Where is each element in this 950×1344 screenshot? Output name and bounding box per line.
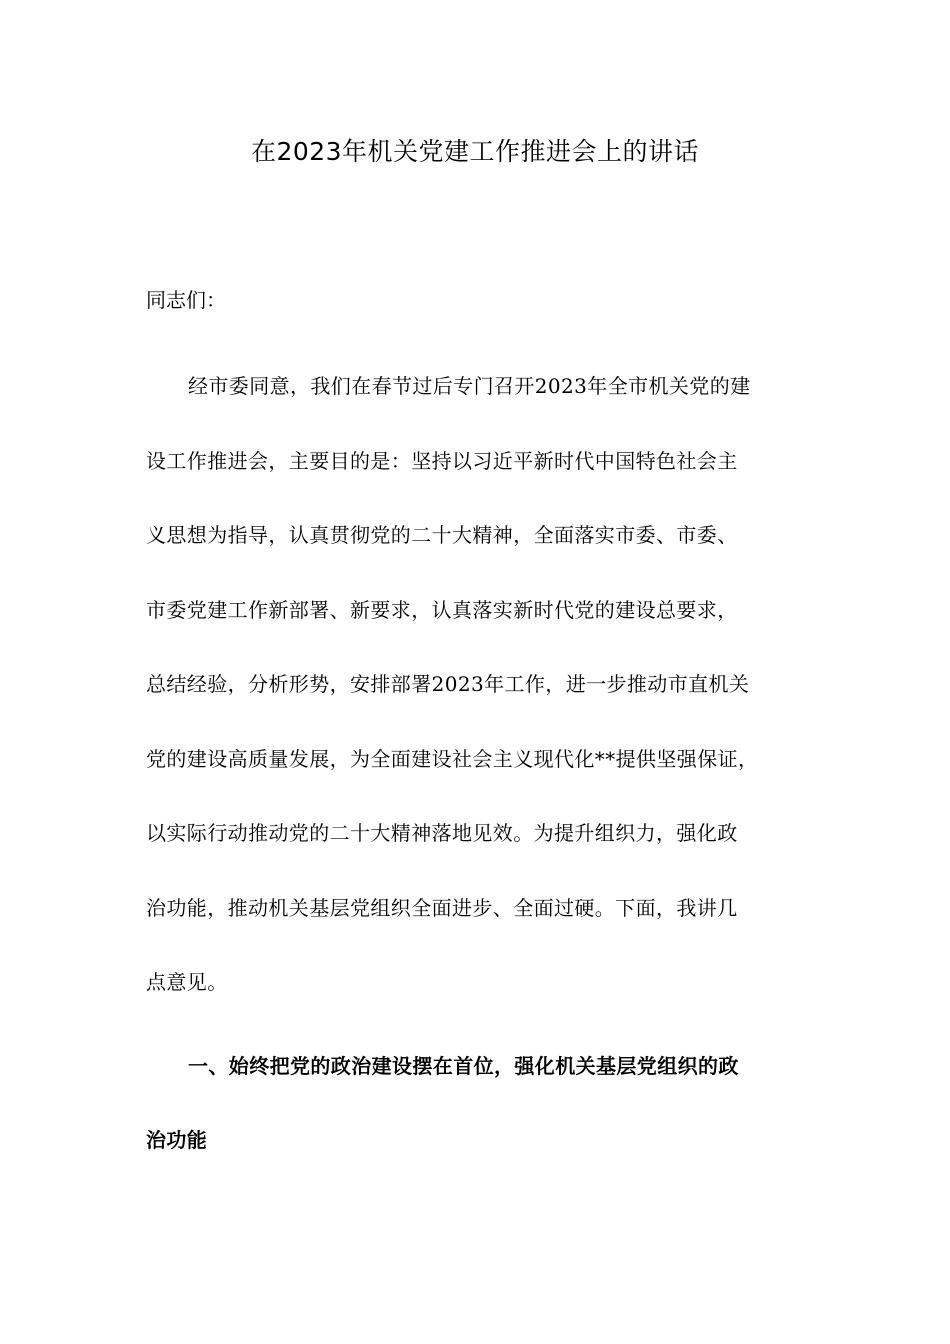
paragraph-line: 党的建设高质量发展，为全面建设社会主义现代化**提供坚强保证， — [146, 746, 759, 771]
document-title: 在2023年机关党建工作推进会上的讲话 — [250, 137, 700, 166]
paragraph-line: 以实际行动推动党的二十大精神落地见效。为提升组织力，强化政 — [146, 821, 738, 845]
paragraph-line: 设工作推进会，主要目的是：坚持以习近平新时代中国特色社会主 — [146, 448, 738, 473]
paragraph-line: 经市委同意，我们在春节过后专门召开2023年全市机关党的建 — [188, 374, 751, 398]
paragraph-line: 市委党建工作新部署、新要求，认真落实新时代党的建设总要求， — [146, 597, 738, 622]
section-heading — [146, 1048, 810, 1196]
paragraph-line: 义思想为指导，认真贯彻党的二十大精神，全面落实市委、市委、 — [146, 523, 738, 547]
paragraph-line: 治功能，推动机关基层党组织全面进步、全面过硬。下面，我讲几 — [146, 895, 738, 920]
salutation: 同志们： — [146, 288, 226, 312]
section-heading-line: 治功能 — [146, 1128, 208, 1152]
intro-paragraph — [146, 368, 810, 1039]
section-heading-line: 一、始终把党的政治建设摆在首位，强化机关基层党组织的政 — [188, 1054, 739, 1078]
paragraph-line: 总结经验，分析形势，安排部署2023年工作，进一步推动市直机关 — [146, 672, 750, 696]
paragraph-line: 点意见。 — [146, 970, 228, 994]
